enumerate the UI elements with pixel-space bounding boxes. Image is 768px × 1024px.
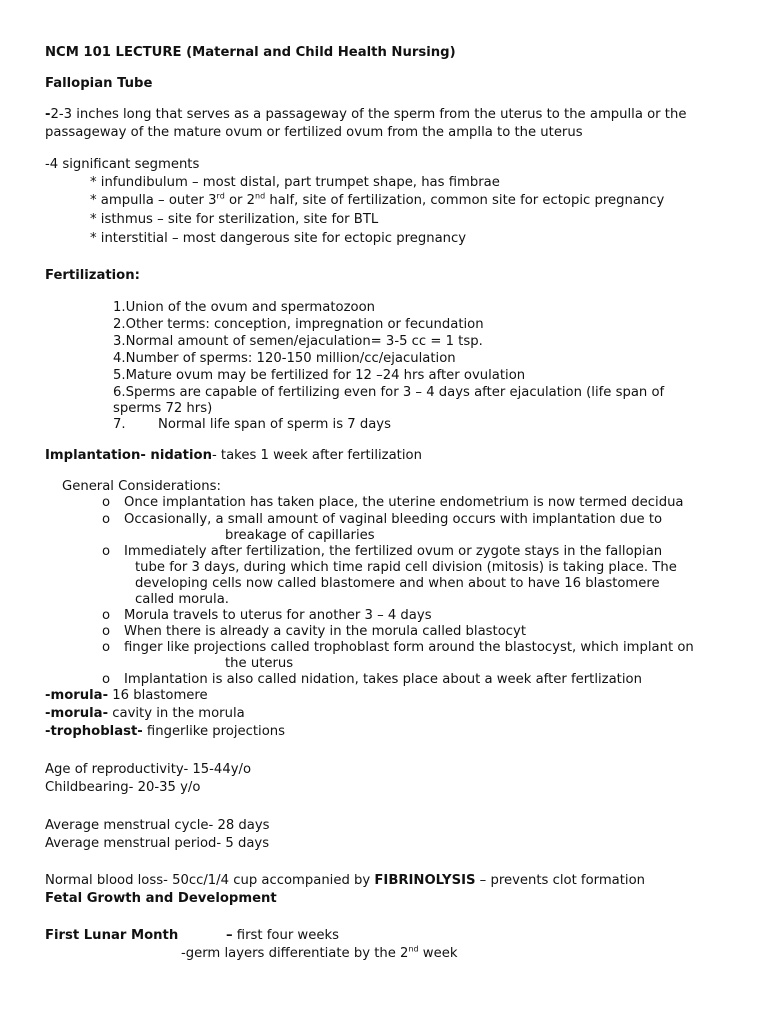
bullet-2b: breakage of capillaries [225, 528, 375, 543]
fert-item-6a: 6.Sperms are capable of fertilizing even for 3 – 4 days after ejaculation (life span of [113, 385, 665, 400]
fert-item-4: 4.Number of sperms: 120-150 million/cc/ejaculation [113, 351, 456, 366]
blood-loss [45, 873, 645, 889]
implantation-heading-line [45, 448, 422, 464]
bullet-6b: the uterus [225, 656, 294, 671]
bullet-7: Implantation is also called nidation, takes place about a week after fertlization [124, 672, 642, 687]
age-reproductivity: Age of reproductivity- 15-44y/o [45, 762, 252, 777]
term-label: -morula- [45, 688, 109, 703]
seg2-part-b: or 2 [224, 193, 256, 208]
germ-layers [181, 946, 457, 962]
bullet-marker: o [102, 640, 111, 655]
bullet-1: Once implantation has taken place, the uterine endometrium is now termed decidua [124, 495, 684, 510]
fert-item-7-text: Normal life span of sperm is 7 days [158, 417, 391, 432]
fert-item-6b: sperms 72 hrs) [113, 401, 213, 416]
germ-text: -germ layers differentiate by the 2 [181, 946, 409, 961]
desc-dash: - [45, 107, 51, 122]
fert-item-3: 3.Normal amount of semen/ejaculation= 3-5 cc = 1 tsp. [113, 334, 483, 349]
germ-sup: nd [408, 944, 419, 954]
term-label: -trophoblast- [45, 724, 143, 739]
term-morula-1 [45, 688, 208, 704]
segments-intro: -4 significant segments [45, 157, 200, 172]
menstrual-cycle: Average menstrual cycle- 28 days [45, 818, 270, 833]
fallopian-desc-line2: passageway of the mature ovum or fertilized ovum from the amplla to the uterus [45, 125, 583, 140]
term-morula-2 [45, 706, 245, 722]
implantation-heading: Implantation- nidation [45, 448, 212, 463]
bullet-3a: Immediately after fertilization, the fertilized ovum or zygote stays in the fallopian [124, 544, 663, 559]
fertilization-heading: Fertilization: [45, 268, 140, 283]
segment-ampulla [90, 193, 664, 209]
bullet-2a: Occasionally, a small amount of vaginal bleeding occurs with implantation due to [124, 512, 663, 527]
document-title: NCM 101 LECTURE (Maternal and Child Health Nursing) [45, 45, 456, 60]
seg2-sup-rd: rd [216, 191, 225, 201]
month-dash: – [226, 928, 233, 943]
term-definition: cavity in the morula [108, 706, 245, 721]
bullet-marker: o [102, 672, 111, 687]
term-label: -morula- [45, 706, 109, 721]
bullet-marker: o [102, 544, 111, 559]
fibrinolysis-term: FIBRINOLYSIS [374, 873, 476, 888]
month-rest: first four weeks [232, 928, 339, 943]
first-lunar-month-desc [226, 928, 339, 944]
bullet-marker: o [102, 608, 111, 623]
segment-infundibulum: * infundibulum – most distal, part trumpet shape, has fimbrae [90, 175, 500, 190]
bullet-4: Morula travels to uterus for another 3 – 4 days [124, 608, 432, 623]
fetal-growth-heading: Fetal Growth and Development [45, 891, 277, 906]
bullet-3b: tube for 3 days, during which time rapid cell division (mitosis) is taking place. The [135, 560, 677, 575]
age-childbearing: Childbearing- 20-35 y/o [45, 780, 201, 795]
bullet-5: When there is already a cavity in the morula called blastocyt [124, 624, 527, 639]
first-lunar-month-heading: First Lunar Month [45, 928, 179, 943]
fallopian-heading: Fallopian Tube [45, 76, 153, 91]
bullet-6a: finger like projections called trophoblast form around the blastocyst, which implant on [124, 640, 694, 655]
segment-interstitial: * interstitial – most dangerous site for ectopic pregnancy [90, 231, 467, 246]
term-definition: fingerlike projections [142, 724, 286, 739]
fert-item-7-number: 7. [113, 417, 126, 432]
seg2-part-a: * ampulla – outer 3 [90, 193, 217, 208]
implantation-heading-rest: - takes 1 week after fertilization [211, 448, 422, 463]
bullet-marker: o [102, 495, 111, 510]
fert-item-1: 1.Union of the ovum and spermatozoon [113, 300, 376, 315]
general-considerations: General Considerations: [62, 479, 221, 494]
seg2-sup-nd: nd [255, 191, 266, 201]
bullet-3c: developing cells now called blastomere and when about to have 16 blastomere [135, 576, 660, 591]
seg2-part-c: half, site of fertilization, common site for ectopic pregnancy [265, 193, 665, 208]
bullet-marker: o [102, 624, 111, 639]
blood-loss-text: Normal blood loss- 50cc/1/4 cup accompanied by [45, 873, 375, 888]
fert-item-2: 2.Other terms: conception, impregnation or fecundation [113, 317, 484, 332]
desc-text-1: 2-3 inches long that serves as a passageway of the sperm from the uterus to the ampulla or the [50, 107, 687, 122]
term-definition: 16 blastomere [108, 688, 208, 703]
fallopian-desc-line1 [45, 107, 686, 123]
bullet-3d: called morula. [135, 592, 229, 607]
germ-rest: week [418, 946, 458, 961]
bullet-marker: o [102, 512, 111, 527]
menstrual-period: Average menstrual period- 5 days [45, 836, 270, 851]
segment-isthmus: * isthmus – site for sterilization, site for BTL [90, 212, 379, 227]
blood-loss-rest: – prevents clot formation [475, 873, 646, 888]
fert-item-5: 5.Mature ovum may be fertilized for 12 –24 hrs after ovulation [113, 368, 526, 383]
term-trophoblast [45, 724, 285, 740]
